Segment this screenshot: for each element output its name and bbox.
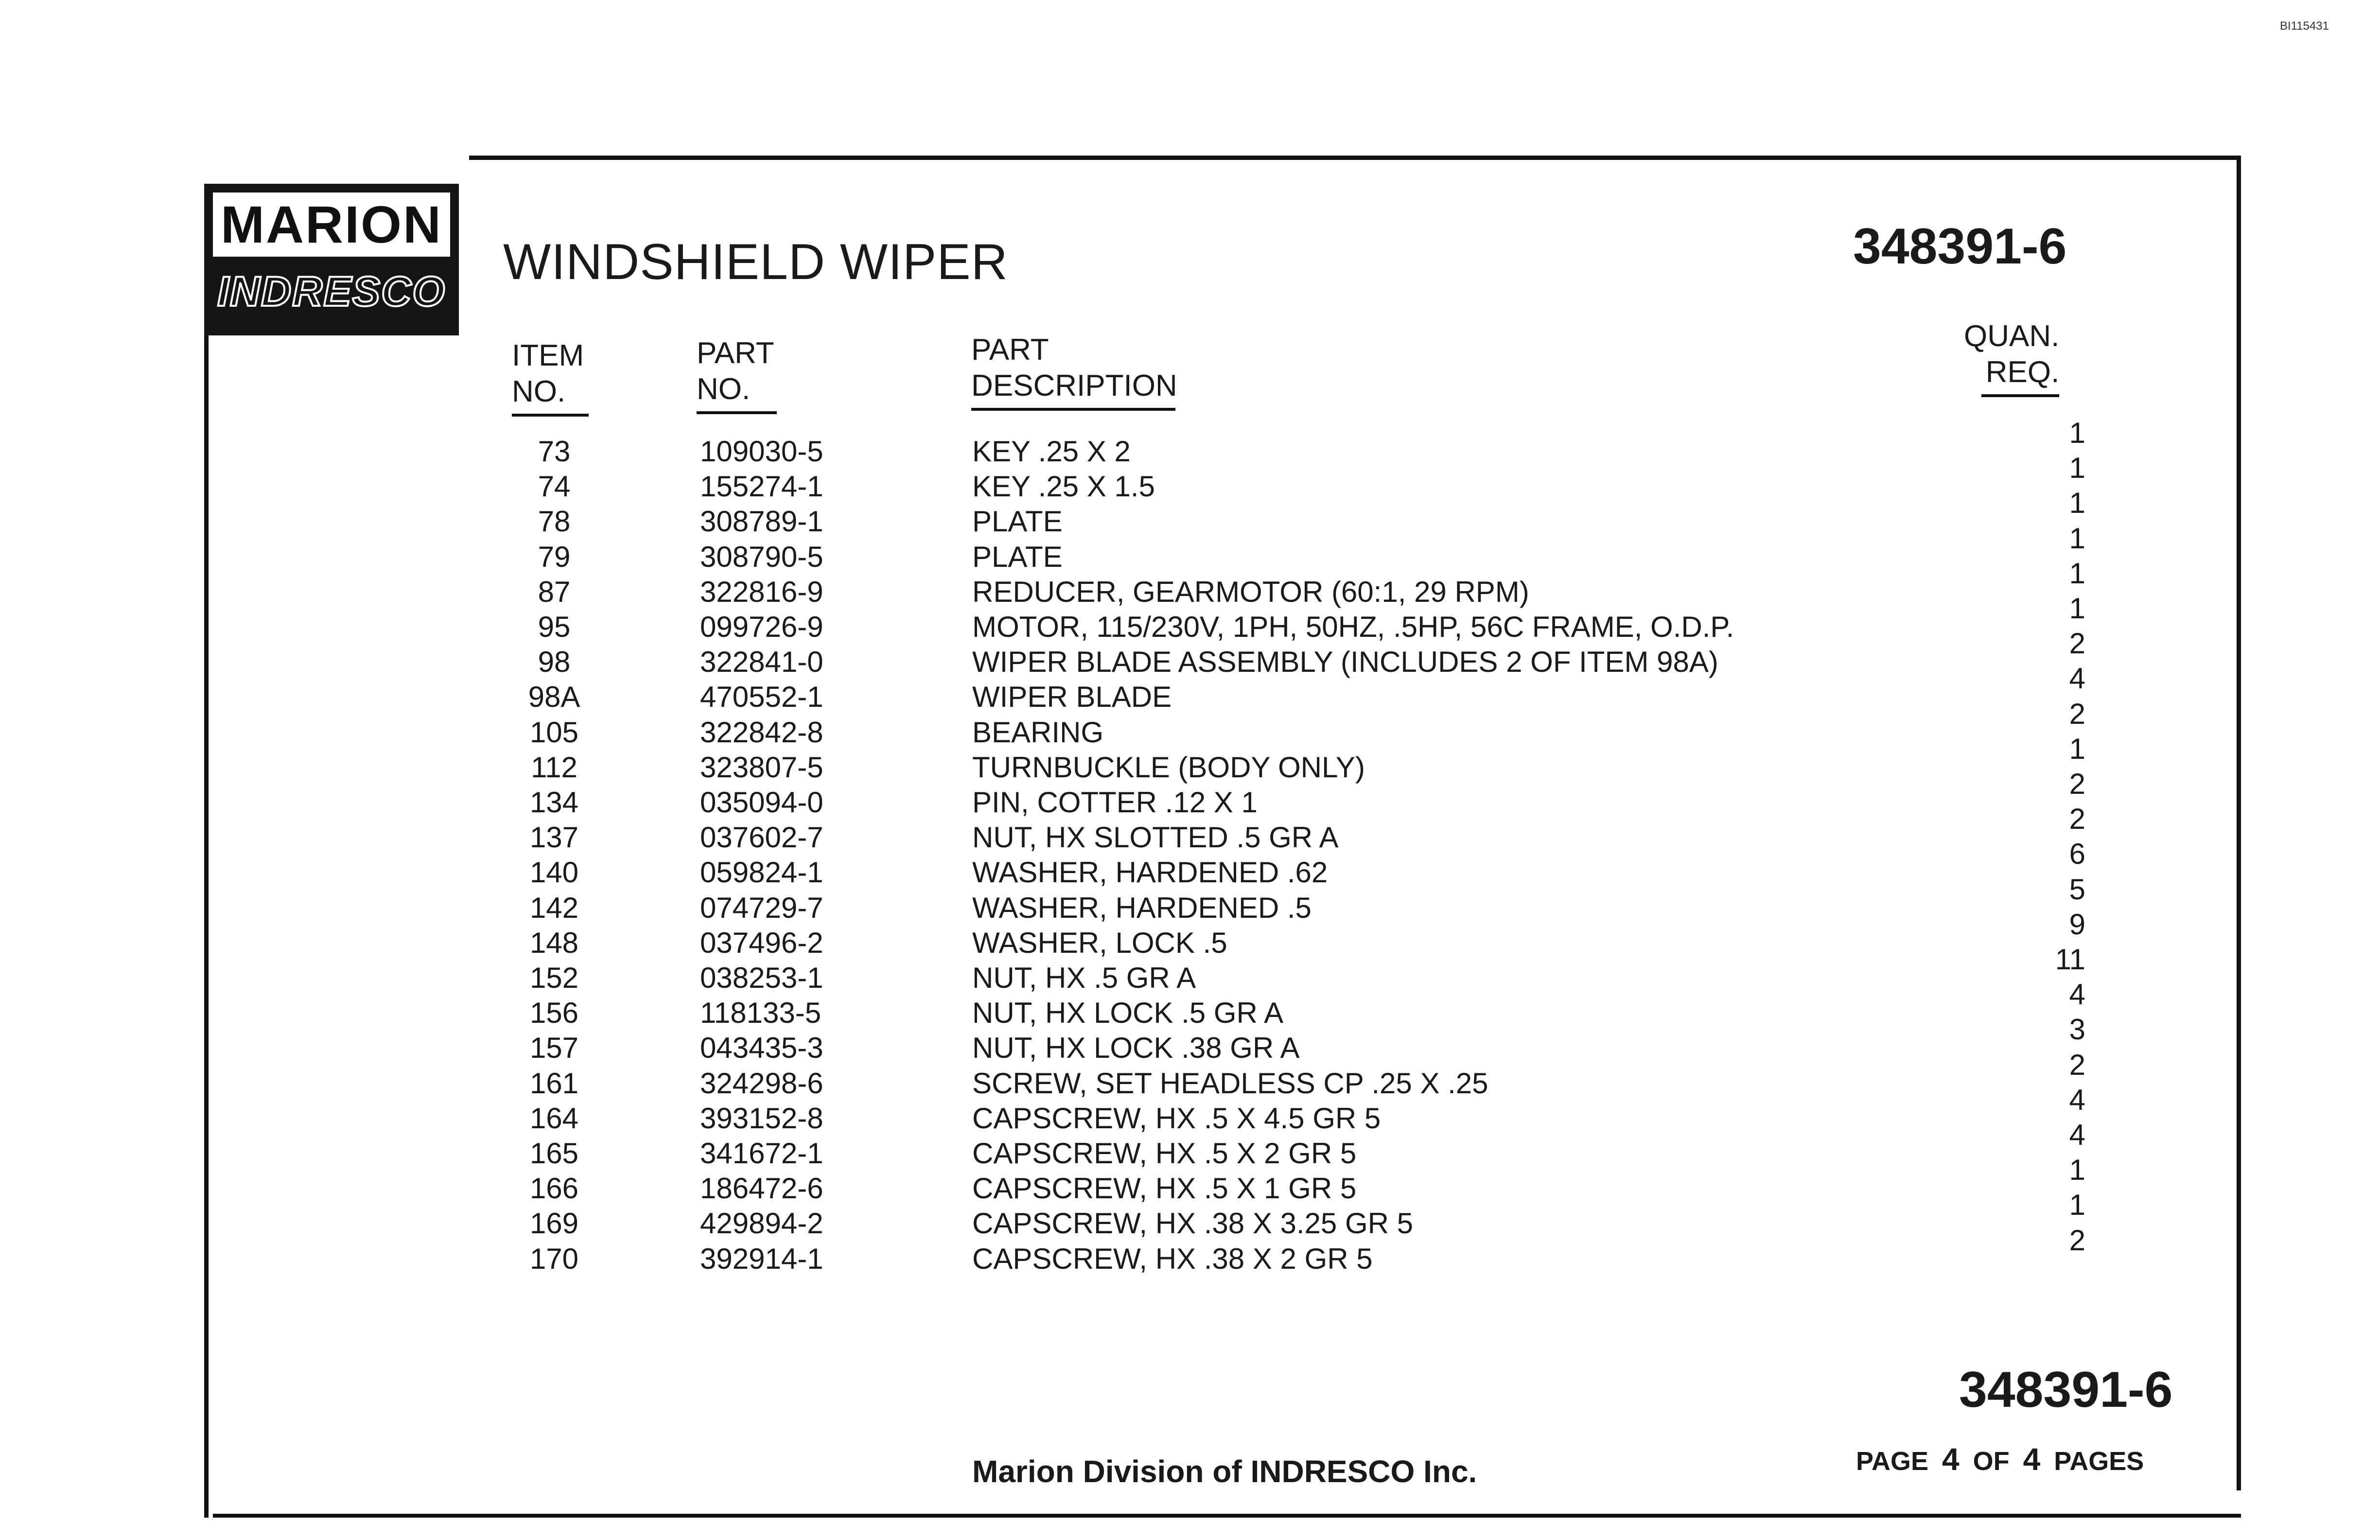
description-cell: REDUCER, GEARMOTOR (60:1, 29 RPM) (972, 575, 1529, 608)
description-cell: PLATE (972, 505, 1063, 538)
part-no-cell: 074729-7 (700, 891, 823, 924)
part-no-cell: 035094-0 (700, 786, 823, 819)
quantity-cell: 4 (2069, 1119, 2085, 1151)
marion-indresco-logo (204, 184, 459, 335)
page-label: PAGE (1856, 1447, 1929, 1476)
page-current: 4 (1942, 1442, 1960, 1477)
page-title: WINDSHIELD WIPER (503, 234, 1008, 290)
item-no-cell: 79 (538, 540, 571, 573)
item-no-cell: 98 (538, 646, 571, 679)
part-no-cell: 308790-5 (700, 540, 823, 573)
description-cell: WASHER, HARDENED .5 (972, 891, 1312, 924)
header-part-description (971, 332, 1175, 411)
item-no-cell: 157 (529, 1032, 579, 1065)
item-no-cell: 105 (529, 716, 579, 749)
logo-indresco-text: INDRESCO (217, 268, 446, 315)
quantity-cell: 1 (2069, 452, 2085, 485)
part-no-cell: 322816-9 (700, 575, 823, 608)
description-cell: KEY .25 X 2 (972, 435, 1131, 468)
quantity-cell: 1 (2069, 417, 2085, 449)
item-no-cell: 166 (529, 1172, 579, 1205)
quantity-cell: 4 (2069, 1083, 2085, 1116)
part-no-cell: 341672-1 (700, 1137, 823, 1170)
item-no-cell: 161 (529, 1067, 579, 1100)
item-no-cell: 148 (529, 926, 579, 959)
quantity-cell: 2 (2069, 803, 2085, 836)
quantity-cell: 2 (2069, 1224, 2085, 1257)
pages-label: PAGES (2054, 1447, 2144, 1476)
quantity-cell: 3 (2069, 1013, 2085, 1046)
quantity-cell: 1 (2069, 522, 2085, 555)
quantity-cell: 1 (2069, 592, 2085, 625)
quantity-cell: 5 (2069, 873, 2085, 906)
description-cell: CAPSCREW, HX .5 X 4.5 GR 5 (972, 1102, 1381, 1135)
part-no-cell: 059824-1 (700, 856, 823, 889)
part-no-cell: 037602-7 (700, 821, 823, 854)
description-cell: KEY .25 X 1.5 (972, 470, 1155, 503)
part-no-cell: 322842-8 (700, 716, 823, 749)
description-cell: NUT, HX LOCK .38 GR A (972, 1032, 1300, 1065)
part-no-cell: 155274-1 (700, 470, 823, 503)
description-cell: NUT, HX LOCK .5 GR A (972, 997, 1284, 1030)
item-no-cell: 73 (538, 435, 571, 468)
company-name: Marion Division of INDRESCO Inc. (972, 1454, 1477, 1489)
header-qty-line1: QUAN. (1964, 319, 2060, 353)
header-item-line1: ITEM (512, 339, 584, 372)
item-no-cell: 142 (529, 891, 579, 924)
description-cell: PIN, COTTER .12 X 1 (972, 786, 1258, 819)
part-no-cell: 109030-5 (700, 435, 823, 468)
header-qty-line2: REQ. (1981, 354, 2059, 397)
table-row (0, 1224, 2380, 1277)
description-cell: BEARING (972, 716, 1104, 749)
frame-top-rule (469, 156, 2241, 160)
item-no-cell: 134 (529, 786, 579, 819)
quantity-cell: 11 (2055, 943, 2085, 976)
item-no-cell: 156 (529, 997, 579, 1030)
frame-bottom-rule (213, 1514, 2241, 1518)
description-cell: MOTOR, 115/230V, 1PH, 50HZ, .5HP, 56C FRAME, O.D.P. (972, 611, 1734, 643)
description-cell: PLATE (972, 540, 1063, 573)
part-no-cell: 470552-1 (700, 681, 823, 714)
part-no-cell: 429894-2 (700, 1207, 823, 1240)
header-part-no (697, 335, 777, 414)
description-cell: WASHER, HARDENED .62 (972, 856, 1328, 889)
part-no-cell: 322841-0 (700, 646, 823, 679)
part-no-cell: 038253-1 (700, 962, 823, 994)
quantity-cell: 1 (2069, 1154, 2085, 1187)
item-no-cell: 164 (529, 1102, 579, 1135)
part-no-cell: 324298-6 (700, 1067, 823, 1100)
header-desc-line1: PART (971, 333, 1049, 367)
description-cell: SCREW, SET HEADLESS CP .25 X .25 (972, 1067, 1488, 1100)
part-no-cell: 043435-3 (700, 1032, 823, 1065)
quantity-cell: 9 (2069, 908, 2085, 941)
item-no-cell: 165 (529, 1137, 579, 1170)
part-no-cell: 037496-2 (700, 926, 823, 959)
item-no-cell: 140 (529, 856, 579, 889)
item-no-cell: 112 (531, 751, 578, 784)
part-no-cell: 393152-8 (700, 1102, 823, 1135)
assembly-part-number-footer: 348391-6 (1959, 1362, 2173, 1418)
header-item-no (512, 338, 589, 417)
description-cell: TURNBUCKLE (BODY ONLY) (972, 751, 1365, 784)
quantity-cell: 2 (2069, 1048, 2085, 1081)
description-cell: NUT, HX SLOTTED .5 GR A (972, 821, 1339, 854)
description-cell: CAPSCREW, HX .38 X 3.25 GR 5 (972, 1207, 1414, 1240)
item-no-cell: 95 (538, 611, 571, 643)
quantity-cell: 6 (2069, 838, 2085, 871)
quantity-cell: 4 (2069, 662, 2085, 695)
document-id: BI115431 (2280, 19, 2329, 33)
header-part-line1: PART (697, 336, 774, 370)
item-no-cell: 169 (529, 1207, 579, 1240)
of-label: OF (1973, 1447, 2010, 1476)
item-no-cell: 78 (538, 505, 571, 538)
quantity-cell: 2 (2069, 768, 2085, 800)
header-desc-line2: DESCRIPTION (971, 368, 1175, 411)
description-cell: WIPER BLADE (972, 681, 1172, 714)
item-no-cell: 98A (528, 681, 580, 714)
assembly-part-number: 348391-6 (1853, 218, 2067, 275)
part-no-cell: 186472-6 (700, 1172, 823, 1205)
item-no-cell: 170 (529, 1242, 579, 1275)
description-cell: CAPSCREW, HX .38 X 2 GR 5 (972, 1242, 1373, 1275)
quantity-cell: 1 (2069, 732, 2085, 765)
page-indicator (1856, 1441, 2144, 1477)
quantity-cell: 4 (2069, 978, 2085, 1011)
page-total: 4 (2023, 1442, 2041, 1477)
header-quantity-required (1964, 318, 2059, 397)
part-no-cell: 118133-5 (700, 997, 822, 1030)
description-cell: CAPSCREW, HX .5 X 1 GR 5 (972, 1172, 1357, 1205)
quantity-cell: 1 (2069, 557, 2085, 590)
quantity-cell: 2 (2069, 627, 2085, 660)
header-item-line2: NO. (512, 374, 589, 417)
description-cell: WIPER BLADE ASSEMBLY (INCLUDES 2 OF ITEM 98A) (972, 646, 1718, 679)
quantity-cell: 1 (2069, 1189, 2085, 1222)
part-no-cell: 099726-9 (700, 611, 823, 643)
logo-marion-text: MARION (213, 192, 450, 257)
description-cell: NUT, HX .5 GR A (972, 962, 1196, 994)
description-cell: CAPSCREW, HX .5 X 2 GR 5 (972, 1137, 1357, 1170)
item-no-cell: 152 (529, 962, 579, 994)
item-no-cell: 137 (529, 821, 579, 854)
quantity-cell: 1 (2069, 487, 2085, 520)
quantity-cell: 2 (2069, 697, 2085, 730)
item-no-cell: 74 (538, 470, 571, 503)
part-no-cell: 323807-5 (700, 751, 823, 784)
part-no-cell: 392914-1 (700, 1242, 823, 1275)
description-cell: WASHER, LOCK .5 (972, 926, 1227, 959)
header-part-line2: NO. (697, 371, 777, 414)
item-no-cell: 87 (538, 575, 571, 608)
part-no-cell: 308789-1 (700, 505, 823, 538)
